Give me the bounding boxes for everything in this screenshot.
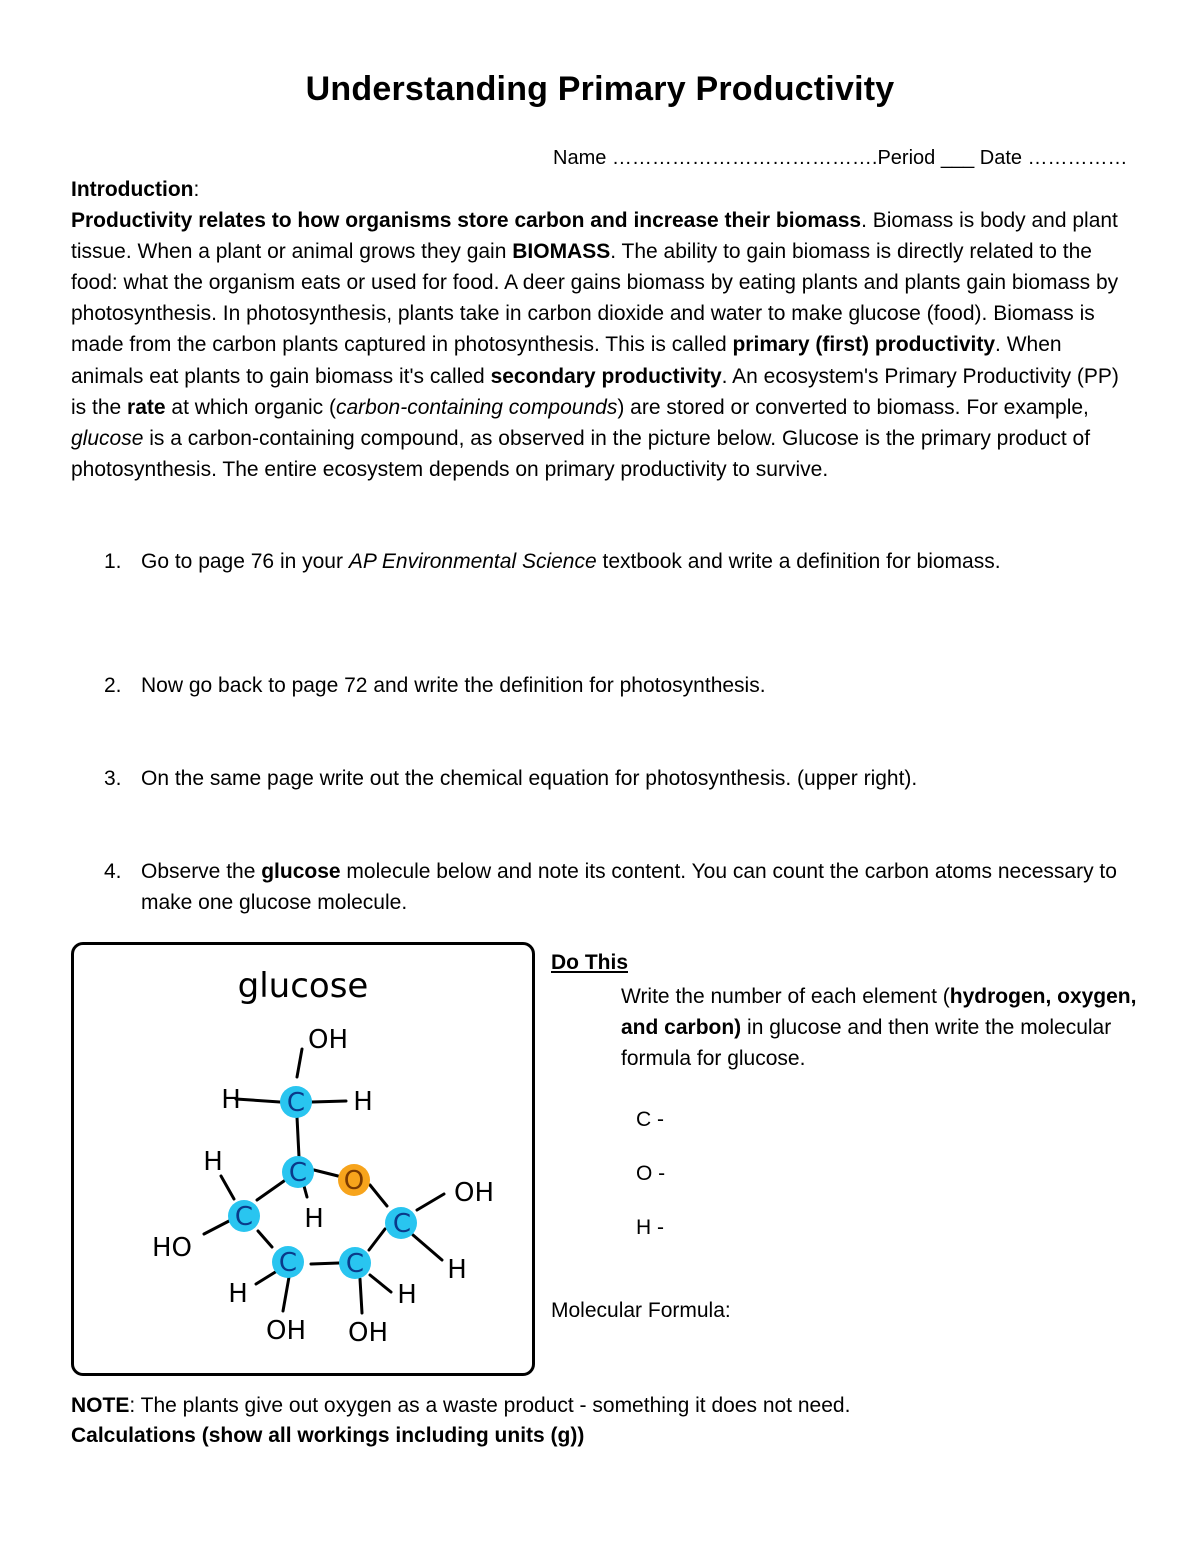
diagram-title: glucose (237, 966, 369, 1006)
introduction-paragraph (71, 205, 1131, 485)
bond (314, 1170, 338, 1176)
note-line (71, 1394, 850, 1418)
bond (312, 1101, 346, 1102)
intro-text: . An ecosystem's Primary Productivity (PP) is the (71, 364, 1119, 419)
glucose-diagram (71, 942, 535, 1376)
instr-text: in glucose and then write the molecular formula for glucose. (621, 1016, 1112, 1070)
carbon-label: C (345, 1249, 365, 1279)
introduction-heading: Introduction (71, 178, 194, 201)
bond (297, 1117, 299, 1157)
q4-text: Observe the (141, 860, 262, 883)
oxygen-count-line: O - (636, 1162, 666, 1185)
heading-colon: : (193, 178, 200, 201)
q4-text: molecule below and note its content. You can count the carbon atoms necessary to make one glucose molecule. (141, 860, 1117, 914)
carbon-count-line: C - (636, 1108, 664, 1131)
bond (297, 1049, 302, 1077)
intro-bold-biomass: BIOMASS (512, 240, 611, 264)
hydrogen-label: H (397, 1280, 417, 1310)
hydrogen-label: H (447, 1255, 467, 1285)
hydroxyl-label: OH (307, 1025, 349, 1055)
question-number: 2. (104, 674, 122, 697)
introduction-heading-line (71, 174, 1131, 205)
hydrogen-label: H (304, 1204, 324, 1234)
carbon-label: C (278, 1248, 298, 1278)
hydrogen-label: H (228, 1279, 248, 1309)
bond (258, 1231, 272, 1247)
intro-text: . Biomass is body and plant tissue. When a plant or animal grows they gain (71, 209, 1118, 264)
intro-bold-rate: rate (127, 395, 166, 419)
carbon-label: C (288, 1158, 308, 1188)
hydrogen-label: H (221, 1085, 241, 1115)
bond (283, 1277, 289, 1311)
intro-text: at which organic ( (165, 395, 336, 419)
hydroxyl-label: OH (453, 1178, 495, 1208)
hydroxyl-label: OH (347, 1318, 389, 1348)
bond (204, 1221, 229, 1234)
hydroxyl-label: OH (265, 1316, 307, 1346)
q1-text: textbook and write a definition for biomass. (596, 550, 1001, 573)
do-this-heading: Do This (551, 951, 628, 974)
question-number: 4. (104, 860, 122, 883)
hydrogen-label: H (353, 1087, 373, 1117)
bond (257, 1181, 284, 1200)
intro-bold-secondary: secondary productivity (490, 364, 722, 388)
note-label: NOTE (71, 1394, 130, 1417)
molecular-formula-label: Molecular Formula: (551, 1299, 731, 1322)
bond (221, 1176, 234, 1199)
question-text (141, 856, 1141, 918)
bond (413, 1235, 442, 1260)
intro-italic-glucose: glucose (71, 426, 144, 450)
intro-key-sentence: Productivity relates to how organisms store carbon and increase their biomass (71, 209, 862, 233)
carbon-label: C (234, 1202, 254, 1232)
bond (417, 1194, 444, 1210)
hydroxyl-left-label: HO (151, 1233, 193, 1263)
bond (370, 1275, 391, 1292)
carbon-label: C (286, 1088, 306, 1118)
page-title: Understanding Primary Productivity (305, 70, 895, 108)
note-text: : The plants give out oxygen as a waste product - something it does not need. (129, 1394, 851, 1417)
intro-text: ) are stored or converted to biomass. For example, (617, 395, 1089, 419)
intro-italic-compounds: carbon-containing compounds (335, 395, 618, 419)
carbon-label: C (392, 1209, 412, 1239)
question-text: Now go back to page 72 and write the definition for photosynthesis. (141, 674, 766, 697)
introduction-section (71, 174, 1131, 485)
question-text: On the same page write out the chemical equation for photosynthesis. (upper right). (141, 767, 918, 790)
intro-text: . The ability to gain biomass is directly related to the food: what the organism eats or used for food. A deer gains biomass by eating plants and plants gain biomass by photosynthesis. In photosynthesis, plants take in carbon dioxide and water to make glucose (food). Biomass is made from the carbon plants captured in photosynthesis. This is called (71, 240, 1119, 357)
atoms (228, 1086, 417, 1279)
bond (369, 1229, 385, 1250)
glucose-structure (74, 945, 532, 1373)
q4-bold-glucose: glucose (261, 860, 341, 883)
question-number: 3. (104, 767, 122, 790)
bond (370, 1185, 387, 1206)
bond (256, 1271, 277, 1284)
calculations-heading: Calculations (show all workings including units (g)) (71, 1424, 585, 1447)
question-text (141, 546, 1141, 577)
hydrogen-label: H (203, 1147, 223, 1177)
oxygen-label: O (343, 1166, 365, 1196)
q1-text: Go to page 76 in your (141, 550, 349, 573)
instr-text: Write the number of each element ( (621, 985, 950, 1008)
do-this-instructions (621, 981, 1141, 1074)
instr-bold-elements: hydrogen, oxygen, and carbon) (621, 985, 1137, 1039)
name-period-date-line: Name ………………………………….Period ___ Date …………… (553, 147, 1128, 169)
hydrogen-count-line: H - (636, 1216, 664, 1239)
intro-text: . When animals eat plants to gain biomass it's called (71, 333, 1062, 388)
q1-book-title: AP Environmental Science (348, 550, 597, 573)
intro-bold-primary: primary (first) productivity (732, 333, 996, 357)
bond (236, 1099, 280, 1102)
bond (311, 1263, 339, 1264)
bond (360, 1279, 362, 1313)
question-number: 1. (104, 550, 122, 573)
intro-text: is a carbon-containing compound, as observed in the picture below. Glucose is the primary product of photosynthesis. The entire ecosystem depends on primary productivity to survive. (71, 426, 1091, 481)
